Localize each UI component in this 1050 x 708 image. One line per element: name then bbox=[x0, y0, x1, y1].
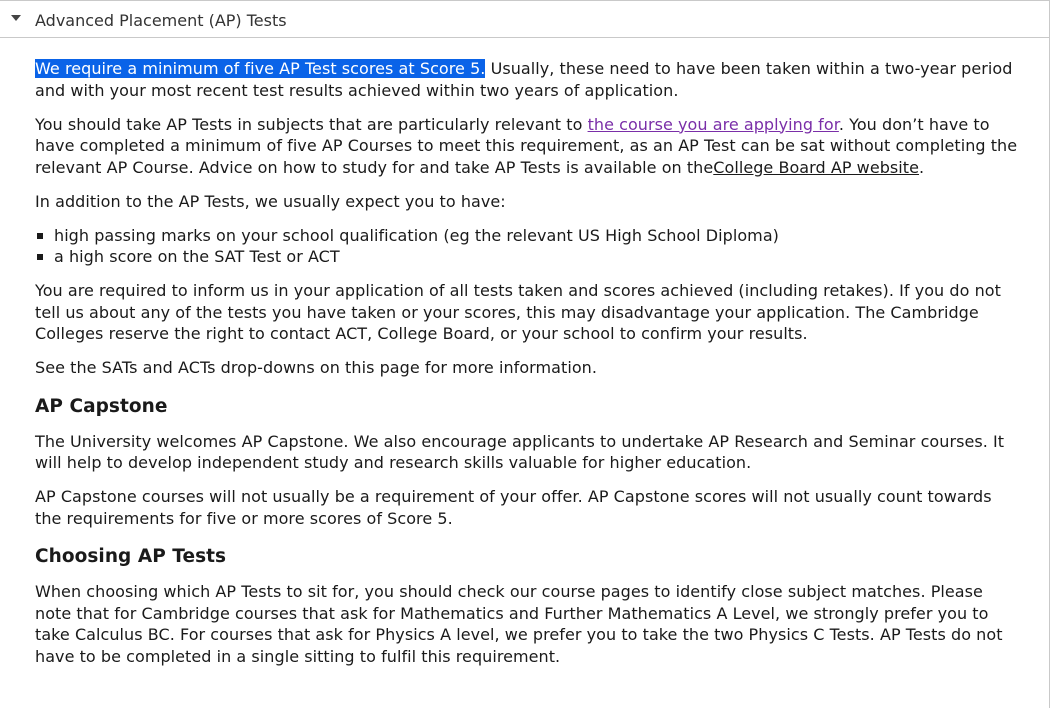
accordion-header[interactable] bbox=[0, 0, 1050, 38]
course-link[interactable]: the course you are applying for bbox=[587, 114, 839, 134]
choosing-heading: Choosing AP Tests bbox=[35, 546, 227, 567]
requirement-text: Usually, these need to have been taken within a two-year period and with your most recent test results achieved within two years of application. bbox=[35, 59, 1013, 100]
paragraph-text: . You don’t have to have completed a minimum of five AP Courses to meet this requirement, as an AP Test can be sat without completing the relevant AP Course. Advice on how to study for and take AP Tests is available on the bbox=[35, 114, 1018, 177]
capstone-paragraph: AP Capstone courses will not usually be a requirement of your offer. AP Capstone scores will not usually count towards the requirements for five or more scores of Score 5. bbox=[35, 487, 992, 528]
list-item-text: high passing marks on your school qualification (eg the relevant US High School Diploma) bbox=[54, 225, 779, 245]
capstone-paragraph: The University welcomes AP Capstone. We also encourage applicants to undertake AP Research and Seminar courses. It will help to develop independent study and research skills valuable for higher education. bbox=[35, 431, 1005, 472]
list-item-text: a high score on the SAT Test or ACT bbox=[54, 247, 340, 266]
accordion-body bbox=[0, 38, 1050, 708]
requirement-paragraph bbox=[35, 58, 1020, 101]
bullet-icon bbox=[37, 254, 43, 260]
list-item bbox=[35, 246, 1020, 268]
capstone-heading: AP Capstone bbox=[35, 395, 168, 417]
choosing-paragraph: When choosing which AP Tests to sit for, you should check our course pages to identify close subject matches. Please note that for Cambridge courses that ask for Mathematics and Further Mathematics A Level, we strongly prefer you to take Calculus BC. For courses that ask for Physics A level, we prefer you to take the two Physics C Tests. AP Tests do not have to be completed in a single sitting to fulfil this requirement. bbox=[35, 582, 1003, 666]
requirements-list bbox=[35, 225, 1020, 268]
accordion-title[interactable]: Advanced Placement (AP) Tests bbox=[35, 11, 287, 30]
list-item bbox=[35, 225, 1020, 247]
college-board-link[interactable]: College Board AP website bbox=[713, 157, 920, 177]
disclosure-paragraph: You are required to inform us in your application of all tests taken and scores achieved (including retakes). If you do not tell us about any of the tests you have taken or your scores, this may disadvantage your application. The Cambridge Colleges reserve the right to contact ACT, College Board, or your school to confirm your results. bbox=[35, 281, 1001, 343]
selected-text[interactable]: We require a minimum of five AP Test scores at Score 5. bbox=[35, 59, 486, 78]
caret-down-icon[interactable] bbox=[11, 15, 21, 21]
accordion-content bbox=[35, 58, 1020, 680]
paragraph-text: You should take AP Tests in subjects that are particularly relevant to bbox=[35, 114, 588, 134]
additional-requirements-intro: In addition to the AP Tests, we usually expect you to have: bbox=[35, 191, 506, 211]
see-also-paragraph: See the SATs and ACTs drop-downs on this page for more information. bbox=[35, 358, 597, 377]
subject-relevance-paragraph bbox=[35, 114, 1020, 179]
paragraph-text: . bbox=[919, 157, 925, 177]
bullet-icon bbox=[37, 233, 43, 239]
